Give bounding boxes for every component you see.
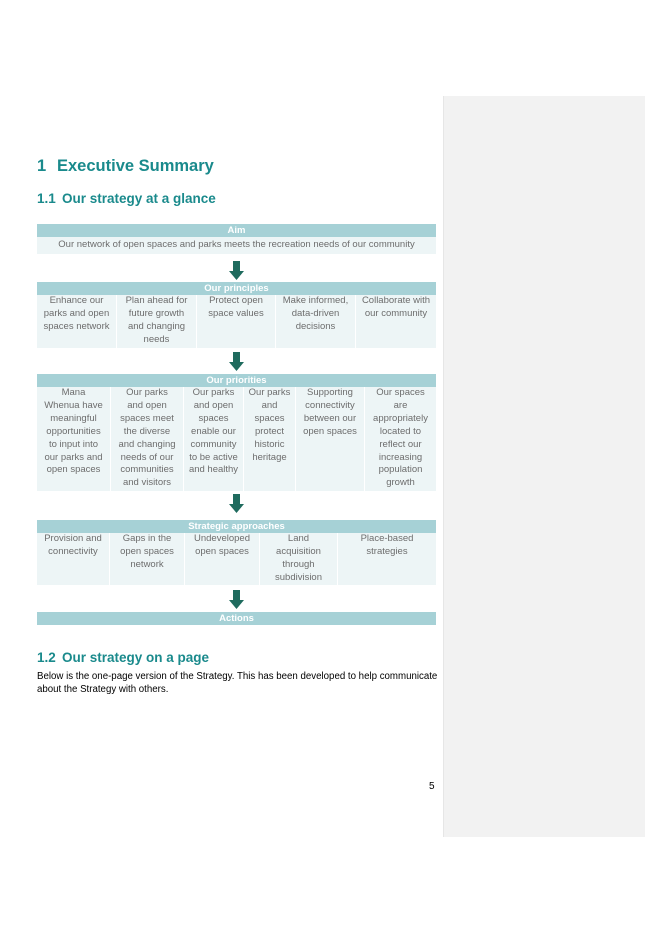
- principle-item: Make informed, data-driven decisions: [276, 295, 356, 348]
- priority-item: Mana Whenua have meaningful opportunities to input into our parks and open spaces: [37, 387, 111, 491]
- approach-item: Land acquisition through subdivision: [260, 533, 338, 585]
- approach-item: Place-based strategies: [360, 533, 414, 557]
- approach-item: Gaps in the open spaces network: [110, 533, 185, 585]
- approaches-header: Strategic approaches: [37, 520, 436, 533]
- priority-item: Our parks and open spaces enable our community to be active and healthy: [184, 387, 244, 491]
- principle-item: Protect open space values: [197, 295, 276, 348]
- heading-number: 1.1: [37, 191, 56, 206]
- priorities-block: [37, 374, 436, 491]
- heading-title: Our strategy at a glance: [62, 191, 216, 206]
- principle-item: Plan ahead for future growth and changing needs: [117, 295, 197, 348]
- body-paragraph: Below is the one-page version of the Strategy. This has been developed to help communicate about the Strategy with others.: [37, 671, 438, 695]
- principle-item: Collaborate with our community: [361, 295, 431, 319]
- aim-header: Aim: [37, 224, 436, 237]
- actions-block: [37, 612, 436, 625]
- down-arrow-icon: [229, 352, 244, 371]
- heading-number: 1: [37, 157, 47, 175]
- principles-row: [37, 295, 436, 348]
- down-arrow-icon: [229, 494, 244, 513]
- priority-item: Supporting connectivity between our open spaces: [296, 387, 365, 491]
- approaches-row: [37, 533, 436, 585]
- aim-text: Our network of open spaces and parks meets the recreation needs of our community: [37, 237, 436, 254]
- principles-header: Our principles: [37, 282, 436, 295]
- actions-header: Actions: [37, 612, 436, 625]
- priority-item: Our parks and spaces protect historic heritage: [244, 387, 296, 491]
- priorities-header: Our priorities: [37, 374, 436, 387]
- heading-executive-summary: [37, 157, 214, 176]
- approach-item: Provision and connectivity: [37, 533, 110, 585]
- approach-item: Undeveloped open spaces: [185, 533, 260, 585]
- heading-number: 1.2: [37, 650, 56, 665]
- heading-title: Our strategy on a page: [62, 650, 210, 665]
- priority-item: Our parks and open spaces meet the diverse and changing needs of our communities and visitors: [111, 387, 184, 491]
- approaches-block: [37, 520, 436, 585]
- priority-item: Our spaces are appropriately located to reflect our increasing population growth: [373, 387, 428, 489]
- heading-strategy-on-a-page: [37, 650, 209, 665]
- aim-block: [37, 224, 436, 254]
- principles-block: [37, 282, 436, 348]
- principle-item: Enhance our parks and open spaces network: [37, 295, 117, 348]
- down-arrow-icon: [229, 590, 244, 609]
- heading-strategy-at-a-glance: [37, 191, 216, 206]
- comment-pane: [443, 96, 645, 837]
- down-arrow-icon: [229, 261, 244, 280]
- page-number: 5: [429, 781, 435, 792]
- priorities-row: [37, 387, 436, 491]
- heading-title: Executive Summary: [57, 157, 214, 175]
